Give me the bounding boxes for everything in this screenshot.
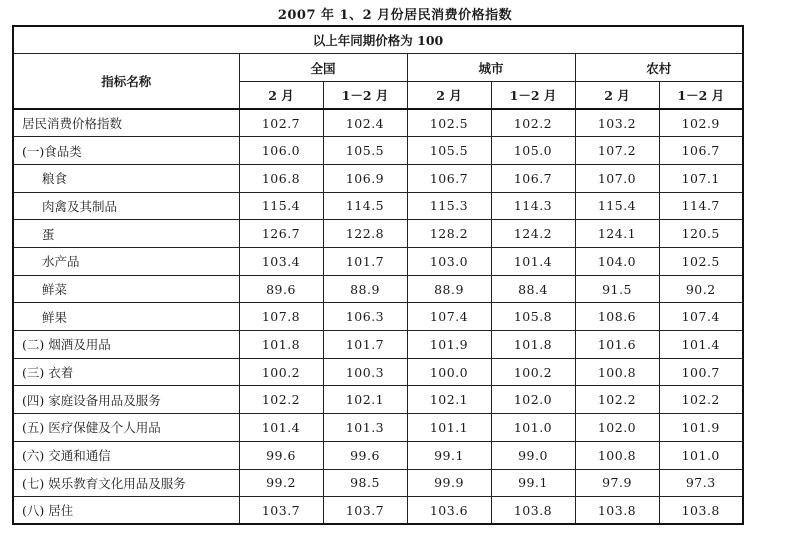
- indicator-name: 居民消费价格指数: [13, 109, 239, 137]
- table-row: [13, 414, 743, 442]
- index-value: 124.1: [575, 220, 659, 248]
- subcol-header: 1－2 月: [323, 81, 407, 109]
- index-value: 103.6: [407, 497, 491, 525]
- indicator-name: 鲜果: [13, 303, 239, 331]
- index-value: 107.0: [575, 164, 659, 192]
- index-value: 107.4: [407, 303, 491, 331]
- cpi-table: [12, 25, 744, 525]
- indicator-name: 鲜菜: [13, 275, 239, 303]
- index-value: 102.2: [659, 386, 743, 414]
- index-value: 99.6: [323, 441, 407, 469]
- index-value: 101.1: [407, 414, 491, 442]
- index-value: 107.2: [575, 137, 659, 165]
- indicator-name: 肉禽及其制品: [13, 192, 239, 220]
- index-value: 97.9: [575, 469, 659, 497]
- index-value: 102.0: [491, 386, 575, 414]
- index-value: 100.2: [239, 358, 323, 386]
- index-value: 101.9: [659, 414, 743, 442]
- index-value: 106.3: [323, 303, 407, 331]
- index-value: 106.7: [491, 164, 575, 192]
- index-value: 88.9: [323, 275, 407, 303]
- index-value: 103.8: [575, 497, 659, 525]
- index-value: 102.2: [575, 386, 659, 414]
- index-value: 101.0: [491, 414, 575, 442]
- table-row: [13, 192, 743, 220]
- index-value: 100.0: [407, 358, 491, 386]
- index-value: 105.5: [323, 137, 407, 165]
- index-value: 101.8: [491, 331, 575, 359]
- indicator-name: (七) 娱乐教育文化用品及服务: [13, 469, 239, 497]
- index-value: 88.4: [491, 275, 575, 303]
- index-value: 101.4: [659, 331, 743, 359]
- index-value: 102.1: [407, 386, 491, 414]
- index-value: 115.4: [239, 192, 323, 220]
- indicator-name: (一)食品类: [13, 137, 239, 165]
- table-row: [13, 497, 743, 525]
- table-row: [13, 358, 743, 386]
- index-value: 114.7: [659, 192, 743, 220]
- subcol-header: 2 月: [239, 81, 323, 109]
- index-value: 115.4: [575, 192, 659, 220]
- index-value: 115.3: [407, 192, 491, 220]
- table-row: [13, 164, 743, 192]
- index-value: 103.7: [323, 497, 407, 525]
- index-value: 102.1: [323, 386, 407, 414]
- indicator-name: 水产品: [13, 248, 239, 276]
- table-row: [13, 331, 743, 359]
- indicator-header: 指标名称: [13, 54, 239, 109]
- index-value: 100.2: [491, 358, 575, 386]
- index-value: 102.2: [491, 109, 575, 137]
- table-row: [13, 109, 743, 137]
- index-value: 101.7: [323, 248, 407, 276]
- index-value: 101.3: [323, 414, 407, 442]
- index-value: 107.8: [239, 303, 323, 331]
- index-value: 99.9: [407, 469, 491, 497]
- index-value: 103.8: [491, 497, 575, 525]
- index-value: 102.9: [659, 109, 743, 137]
- index-value: 105.5: [407, 137, 491, 165]
- index-value: 114.5: [323, 192, 407, 220]
- index-value: 102.0: [575, 414, 659, 442]
- index-value: 91.5: [575, 275, 659, 303]
- index-value: 101.4: [491, 248, 575, 276]
- index-value: 100.3: [323, 358, 407, 386]
- index-value: 106.7: [659, 137, 743, 165]
- table-title: 2007 年 1、2 月份居民消费价格指数: [277, 8, 513, 23]
- index-value: 120.5: [659, 220, 743, 248]
- index-value: 107.1: [659, 164, 743, 192]
- index-value: 122.8: [323, 220, 407, 248]
- indicator-name: (八) 居住: [13, 497, 239, 525]
- indicator-name: (四) 家庭设备用品及服务: [13, 386, 239, 414]
- index-value: 103.4: [239, 248, 323, 276]
- index-value: 106.8: [239, 164, 323, 192]
- index-value: 102.5: [407, 109, 491, 137]
- indicator-name: 蛋: [13, 220, 239, 248]
- index-value: 106.0: [239, 137, 323, 165]
- indicator-name: (五) 医疗保健及个人用品: [13, 414, 239, 442]
- index-value: 124.2: [491, 220, 575, 248]
- indicator-name: (二) 烟酒及用品: [13, 331, 239, 359]
- indicator-name: (六) 交通和通信: [13, 441, 239, 469]
- index-value: 100.8: [575, 441, 659, 469]
- index-value: 103.2: [575, 109, 659, 137]
- table-row: [13, 248, 743, 276]
- index-value: 103.8: [659, 497, 743, 525]
- index-value: 101.9: [407, 331, 491, 359]
- base-note: 以上年同期价格为 100: [13, 26, 743, 54]
- index-value: 99.0: [491, 441, 575, 469]
- table-row: [13, 220, 743, 248]
- index-value: 102.4: [323, 109, 407, 137]
- index-value: 114.3: [491, 192, 575, 220]
- index-value: 90.2: [659, 275, 743, 303]
- index-value: 105.8: [491, 303, 575, 331]
- index-value: 126.7: [239, 220, 323, 248]
- index-value: 99.1: [407, 441, 491, 469]
- index-value: 101.0: [659, 441, 743, 469]
- index-value: 99.2: [239, 469, 323, 497]
- index-value: 102.2: [239, 386, 323, 414]
- index-value: 88.9: [407, 275, 491, 303]
- table-row: [13, 441, 743, 469]
- subcol-header: 2 月: [575, 81, 659, 109]
- index-value: 103.0: [407, 248, 491, 276]
- index-value: 100.8: [575, 358, 659, 386]
- index-value: 89.6: [239, 275, 323, 303]
- index-value: 104.0: [575, 248, 659, 276]
- group-header-rural: 农村: [575, 54, 743, 82]
- table-row: [13, 386, 743, 414]
- index-value: 107.4: [659, 303, 743, 331]
- index-value: 102.7: [239, 109, 323, 137]
- table-row: [13, 137, 743, 165]
- table-row: [13, 469, 743, 497]
- index-value: 100.7: [659, 358, 743, 386]
- index-value: 101.6: [575, 331, 659, 359]
- subcol-header: 1－2 月: [491, 81, 575, 109]
- index-value: 99.6: [239, 441, 323, 469]
- indicator-name: 粮食: [13, 164, 239, 192]
- table-row: [13, 303, 743, 331]
- index-value: 128.2: [407, 220, 491, 248]
- index-value: 99.1: [491, 469, 575, 497]
- subcol-header: 1－2 月: [659, 81, 743, 109]
- subcol-header: 2 月: [407, 81, 491, 109]
- index-value: 102.5: [659, 248, 743, 276]
- index-value: 101.8: [239, 331, 323, 359]
- index-value: 108.6: [575, 303, 659, 331]
- group-header-urban: 城市: [407, 54, 575, 82]
- index-value: 106.9: [323, 164, 407, 192]
- index-value: 97.3: [659, 469, 743, 497]
- indicator-name: (三) 衣着: [13, 358, 239, 386]
- index-value: 98.5: [323, 469, 407, 497]
- group-header-national: 全国: [239, 54, 407, 82]
- index-value: 105.0: [491, 137, 575, 165]
- table-body: [13, 109, 743, 524]
- index-value: 106.7: [407, 164, 491, 192]
- index-value: 101.7: [323, 331, 407, 359]
- index-value: 101.4: [239, 414, 323, 442]
- table-row: [13, 275, 743, 303]
- index-value: 103.7: [239, 497, 323, 525]
